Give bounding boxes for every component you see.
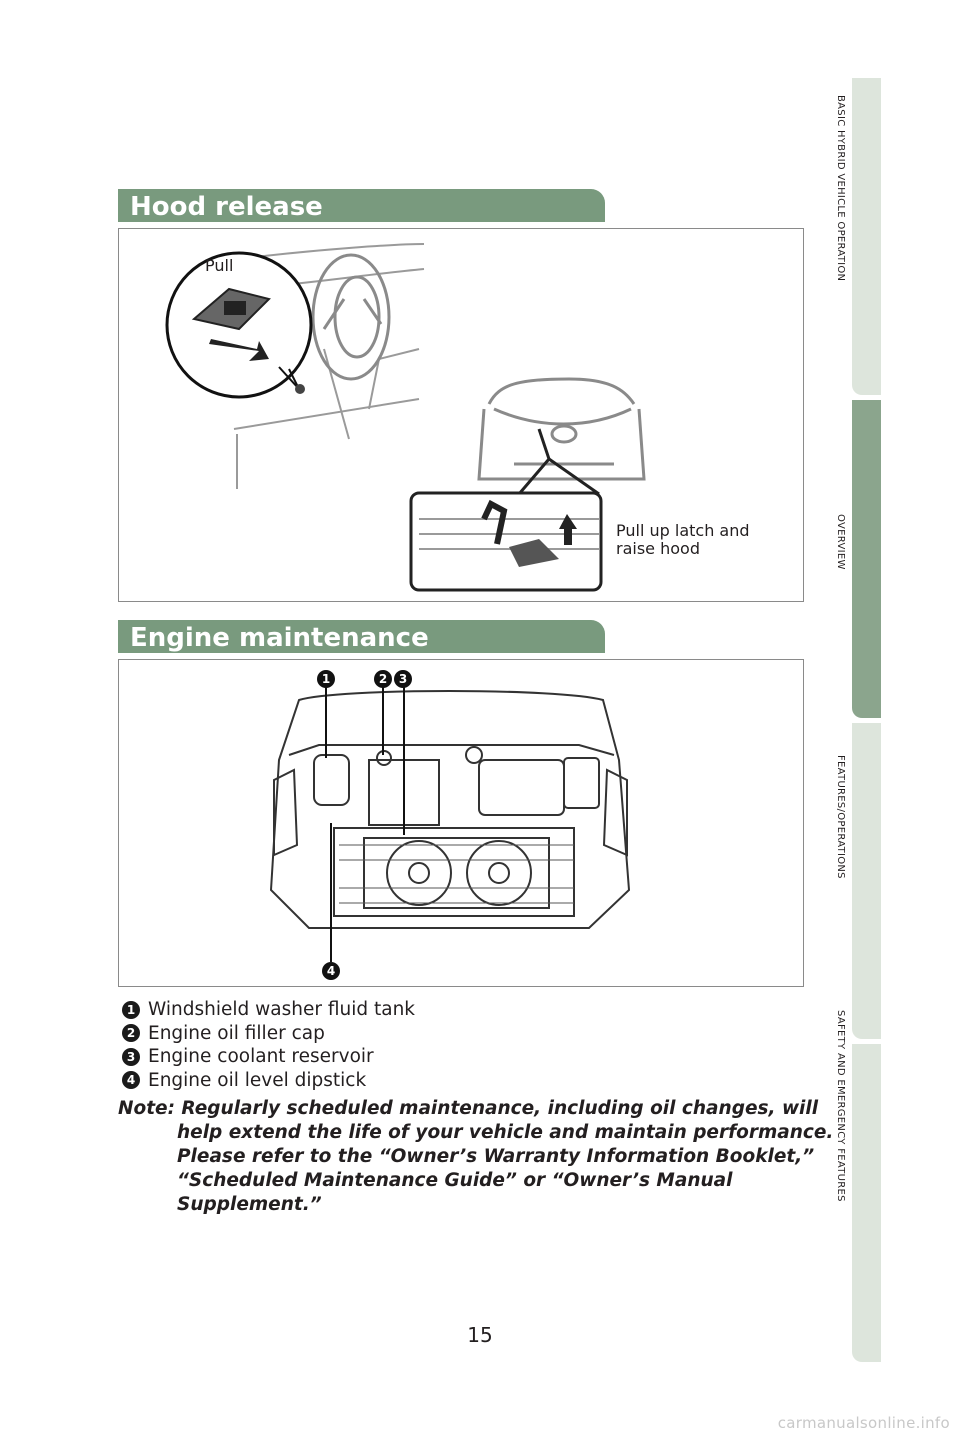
hood-release-illustration	[119, 229, 803, 601]
section-title-engine-maintenance: Engine maintenance	[118, 620, 605, 653]
maintenance-note	[118, 1097, 834, 1217]
tab-overview[interactable]	[852, 400, 881, 718]
legend-text: Engine oil level dipstick	[148, 1069, 367, 1091]
note-line: Note: Regularly scheduled maintenance, including oil changes, will	[118, 1098, 819, 1119]
section-title-hood-release: Hood release	[118, 189, 605, 222]
side-tab-label-features: FEATURES/OPERATIONS	[835, 755, 846, 879]
callout-1-num: 1	[321, 672, 331, 686]
side-tab-label-basic: BASIC HYBRID VEHICLE OPERATION	[835, 95, 846, 282]
callout-3-num: 3	[398, 672, 408, 686]
note-line: help extend the life of your vehicle and maintain performance.	[177, 1122, 834, 1143]
legend-text: Windshield washer fluid tank	[148, 999, 416, 1021]
tab-basic-hybrid[interactable]	[852, 78, 881, 395]
hood-release-figure	[118, 228, 804, 602]
legend-badge: 1	[122, 1001, 140, 1019]
note-line: Please refer to the “Owner’s Warranty Information Booklet,”	[177, 1146, 815, 1167]
legend-text: Engine oil filler cap	[148, 1022, 325, 1044]
note-line: “Scheduled Maintenance Guide” or “Owner’s Manual	[177, 1170, 733, 1191]
legend-badge: 3	[122, 1048, 140, 1066]
engine-bay-figure	[118, 659, 804, 987]
tab-safety-emergency[interactable]	[852, 1044, 881, 1362]
legend-item	[122, 1022, 415, 1046]
engine-legend	[122, 998, 415, 1092]
engine-bay-illustration	[119, 660, 803, 986]
side-tabs	[852, 78, 881, 1362]
side-tab-label-overview: OVERVIEW	[835, 514, 846, 570]
side-tab-label-safety: SAFETY AND EMERGENCY FEATURES	[835, 1010, 846, 1202]
note-line: Supplement.”	[177, 1194, 322, 1215]
callout-4-num: 4	[326, 964, 336, 978]
callout-2-num: 2	[378, 672, 388, 686]
legend-badge: 2	[122, 1024, 140, 1042]
legend-item	[122, 1045, 415, 1069]
page-number: 15	[467, 1323, 493, 1347]
legend-item	[122, 998, 415, 1022]
legend-badge: 4	[122, 1071, 140, 1089]
legend-text: Engine coolant reservoir	[148, 1046, 374, 1068]
latch-label-line2: raise hood	[616, 539, 700, 558]
legend-item	[122, 1069, 415, 1093]
footer-watermark[interactable]: carmanualsonline.info	[777, 1414, 950, 1432]
latch-label-line1: Pull up latch and	[616, 521, 750, 540]
tab-features-operations[interactable]	[852, 723, 881, 1039]
pull-label: Pull	[205, 256, 234, 275]
